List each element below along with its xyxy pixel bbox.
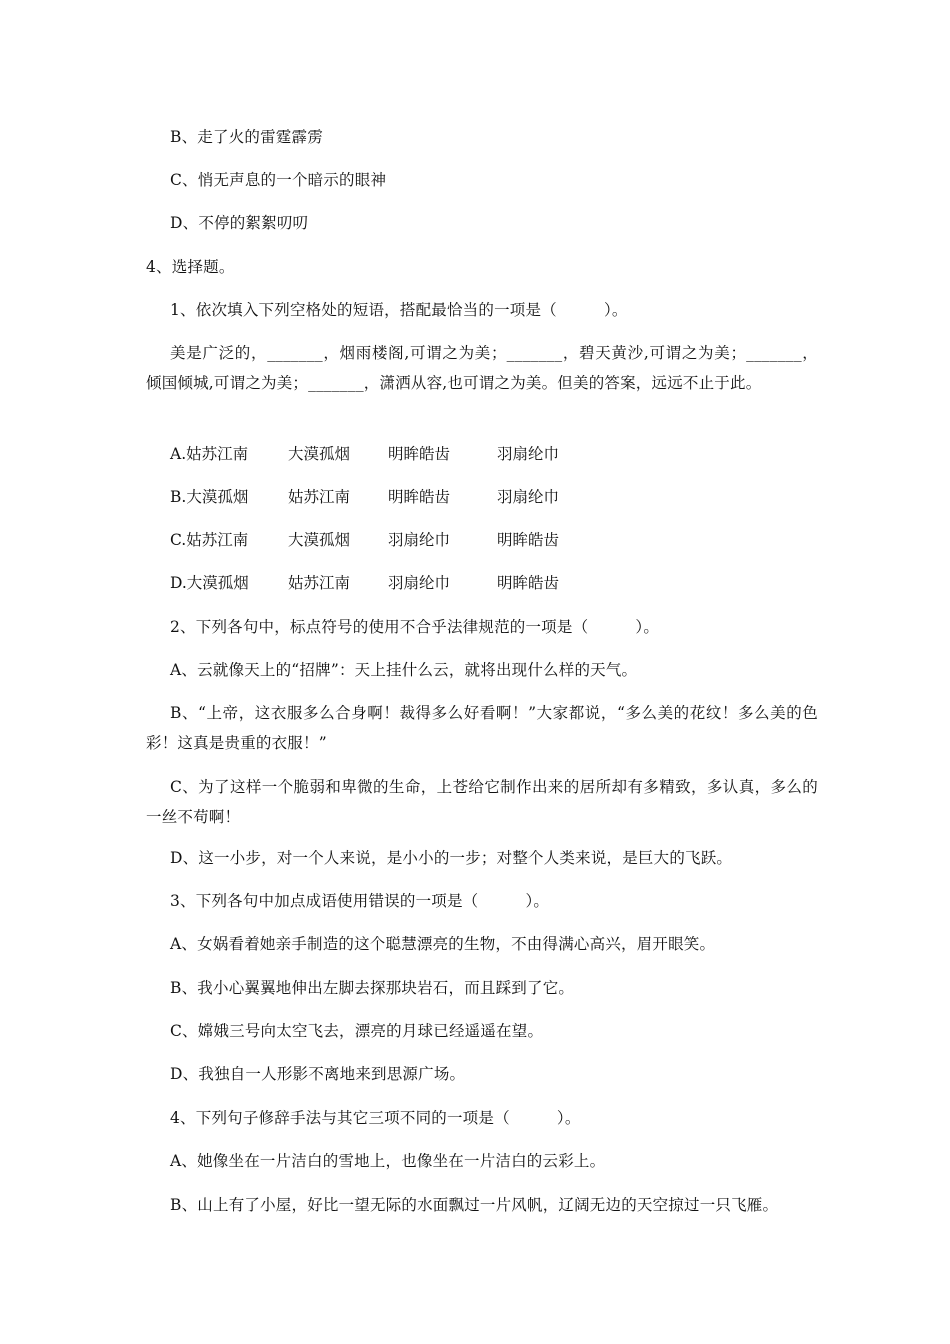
q3-option-b: B、我小心翼翼地伸出左脚去探那块岩石，而且踩到了它。 bbox=[170, 979, 575, 997]
q3-stem: 3、下列各句中加点成语使用错误的一项是（ ）。 bbox=[170, 892, 550, 910]
q1-c-col3: 羽扇纶巾 bbox=[388, 531, 451, 549]
q1-d-col3: 羽扇纶巾 bbox=[388, 574, 451, 592]
q1-b-col2: 姑苏江南 bbox=[288, 488, 351, 506]
q1-d-col4: 明眸皓齿 bbox=[497, 574, 560, 592]
q1-d-col2: 姑苏江南 bbox=[288, 574, 351, 592]
q2-option-c: C、为了这样一个脆弱和卑微的生命，上苍给它制作出来的居所却有多精致，多认真，多么的一丝不苟啊！ bbox=[146, 778, 818, 826]
q1-passage: 美是广泛的，_______，烟雨楼阁,可谓之为美；_______，碧天黄沙,可谓之为美；_______，倾国倾城,可谓之为美；_______，潇洒从容,也可谓之为美。但美的答案，远远不止于此。 bbox=[146, 344, 818, 392]
q4-stem: 4、下列句子修辞手法与其它三项不同的一项是（ ）。 bbox=[170, 1109, 581, 1127]
prev-option-d: D、不停的絮絮叨叨 bbox=[170, 214, 309, 232]
q1-c-col1: C.姑苏江南 bbox=[170, 531, 249, 549]
q1-a-col4: 羽扇纶巾 bbox=[497, 445, 560, 463]
prev-option-c: C、悄无声息的一个暗示的眼神 bbox=[170, 171, 387, 189]
q2-option-a: A、云就像天上的“招牌”：天上挂什么云，就将出现什么样的天气。 bbox=[170, 661, 638, 679]
q2-option-b: B、“上帝，这衣服多么合身啊！裁得多么好看啊！”大家都说，“多么美的花纹！多么美的色彩！这真是贵重的衣服！” bbox=[146, 704, 818, 752]
q4-option-a: A、她像坐在一片洁白的雪地上，也像坐在一片洁白的云彩上。 bbox=[170, 1152, 606, 1170]
q1-a-col1: A.姑苏江南 bbox=[170, 445, 249, 463]
q3-option-d: D、我独自一人形影不离地来到思源广场。 bbox=[170, 1065, 466, 1083]
section-heading: 4、选择题。 bbox=[146, 258, 235, 276]
q3-option-c: C、嫦娥三号向太空飞去，漂亮的月球已经遥遥在望。 bbox=[170, 1022, 544, 1040]
q1-c-col2: 大漠孤烟 bbox=[288, 531, 351, 549]
q2-stem: 2、下列各句中，标点符号的使用不合乎法律规范的一项是（ ）。 bbox=[170, 618, 660, 636]
q2-option-d: D、这一小步，对一个人来说，是小小的一步；对整个人类来说，是巨大的飞跃。 bbox=[170, 849, 733, 867]
q1-a-col3: 明眸皓齿 bbox=[388, 445, 451, 463]
q1-d-col1: D.大漠孤烟 bbox=[170, 574, 249, 592]
q4-option-b: B、山上有了小屋，好比一望无际的水面飘过一片风帆，辽阔无边的天空掠过一只飞雁。 bbox=[170, 1196, 779, 1214]
q1-b-col3: 明眸皓齿 bbox=[388, 488, 451, 506]
q1-stem: 1、依次填入下列空格处的短语，搭配最恰当的一项是（ ）。 bbox=[170, 301, 628, 319]
q1-b-col1: B.大漠孤烟 bbox=[170, 488, 249, 506]
q3-option-a: A、女娲看着她亲手制造的这个聪慧漂亮的生物，不由得满心高兴，眉开眼笑。 bbox=[170, 935, 716, 953]
q1-a-col2: 大漠孤烟 bbox=[288, 445, 351, 463]
prev-option-b: B、走了火的雷霆霹雳 bbox=[170, 128, 323, 146]
q1-c-col4: 明眸皓齿 bbox=[497, 531, 560, 549]
q1-b-col4: 羽扇纶巾 bbox=[497, 488, 560, 506]
